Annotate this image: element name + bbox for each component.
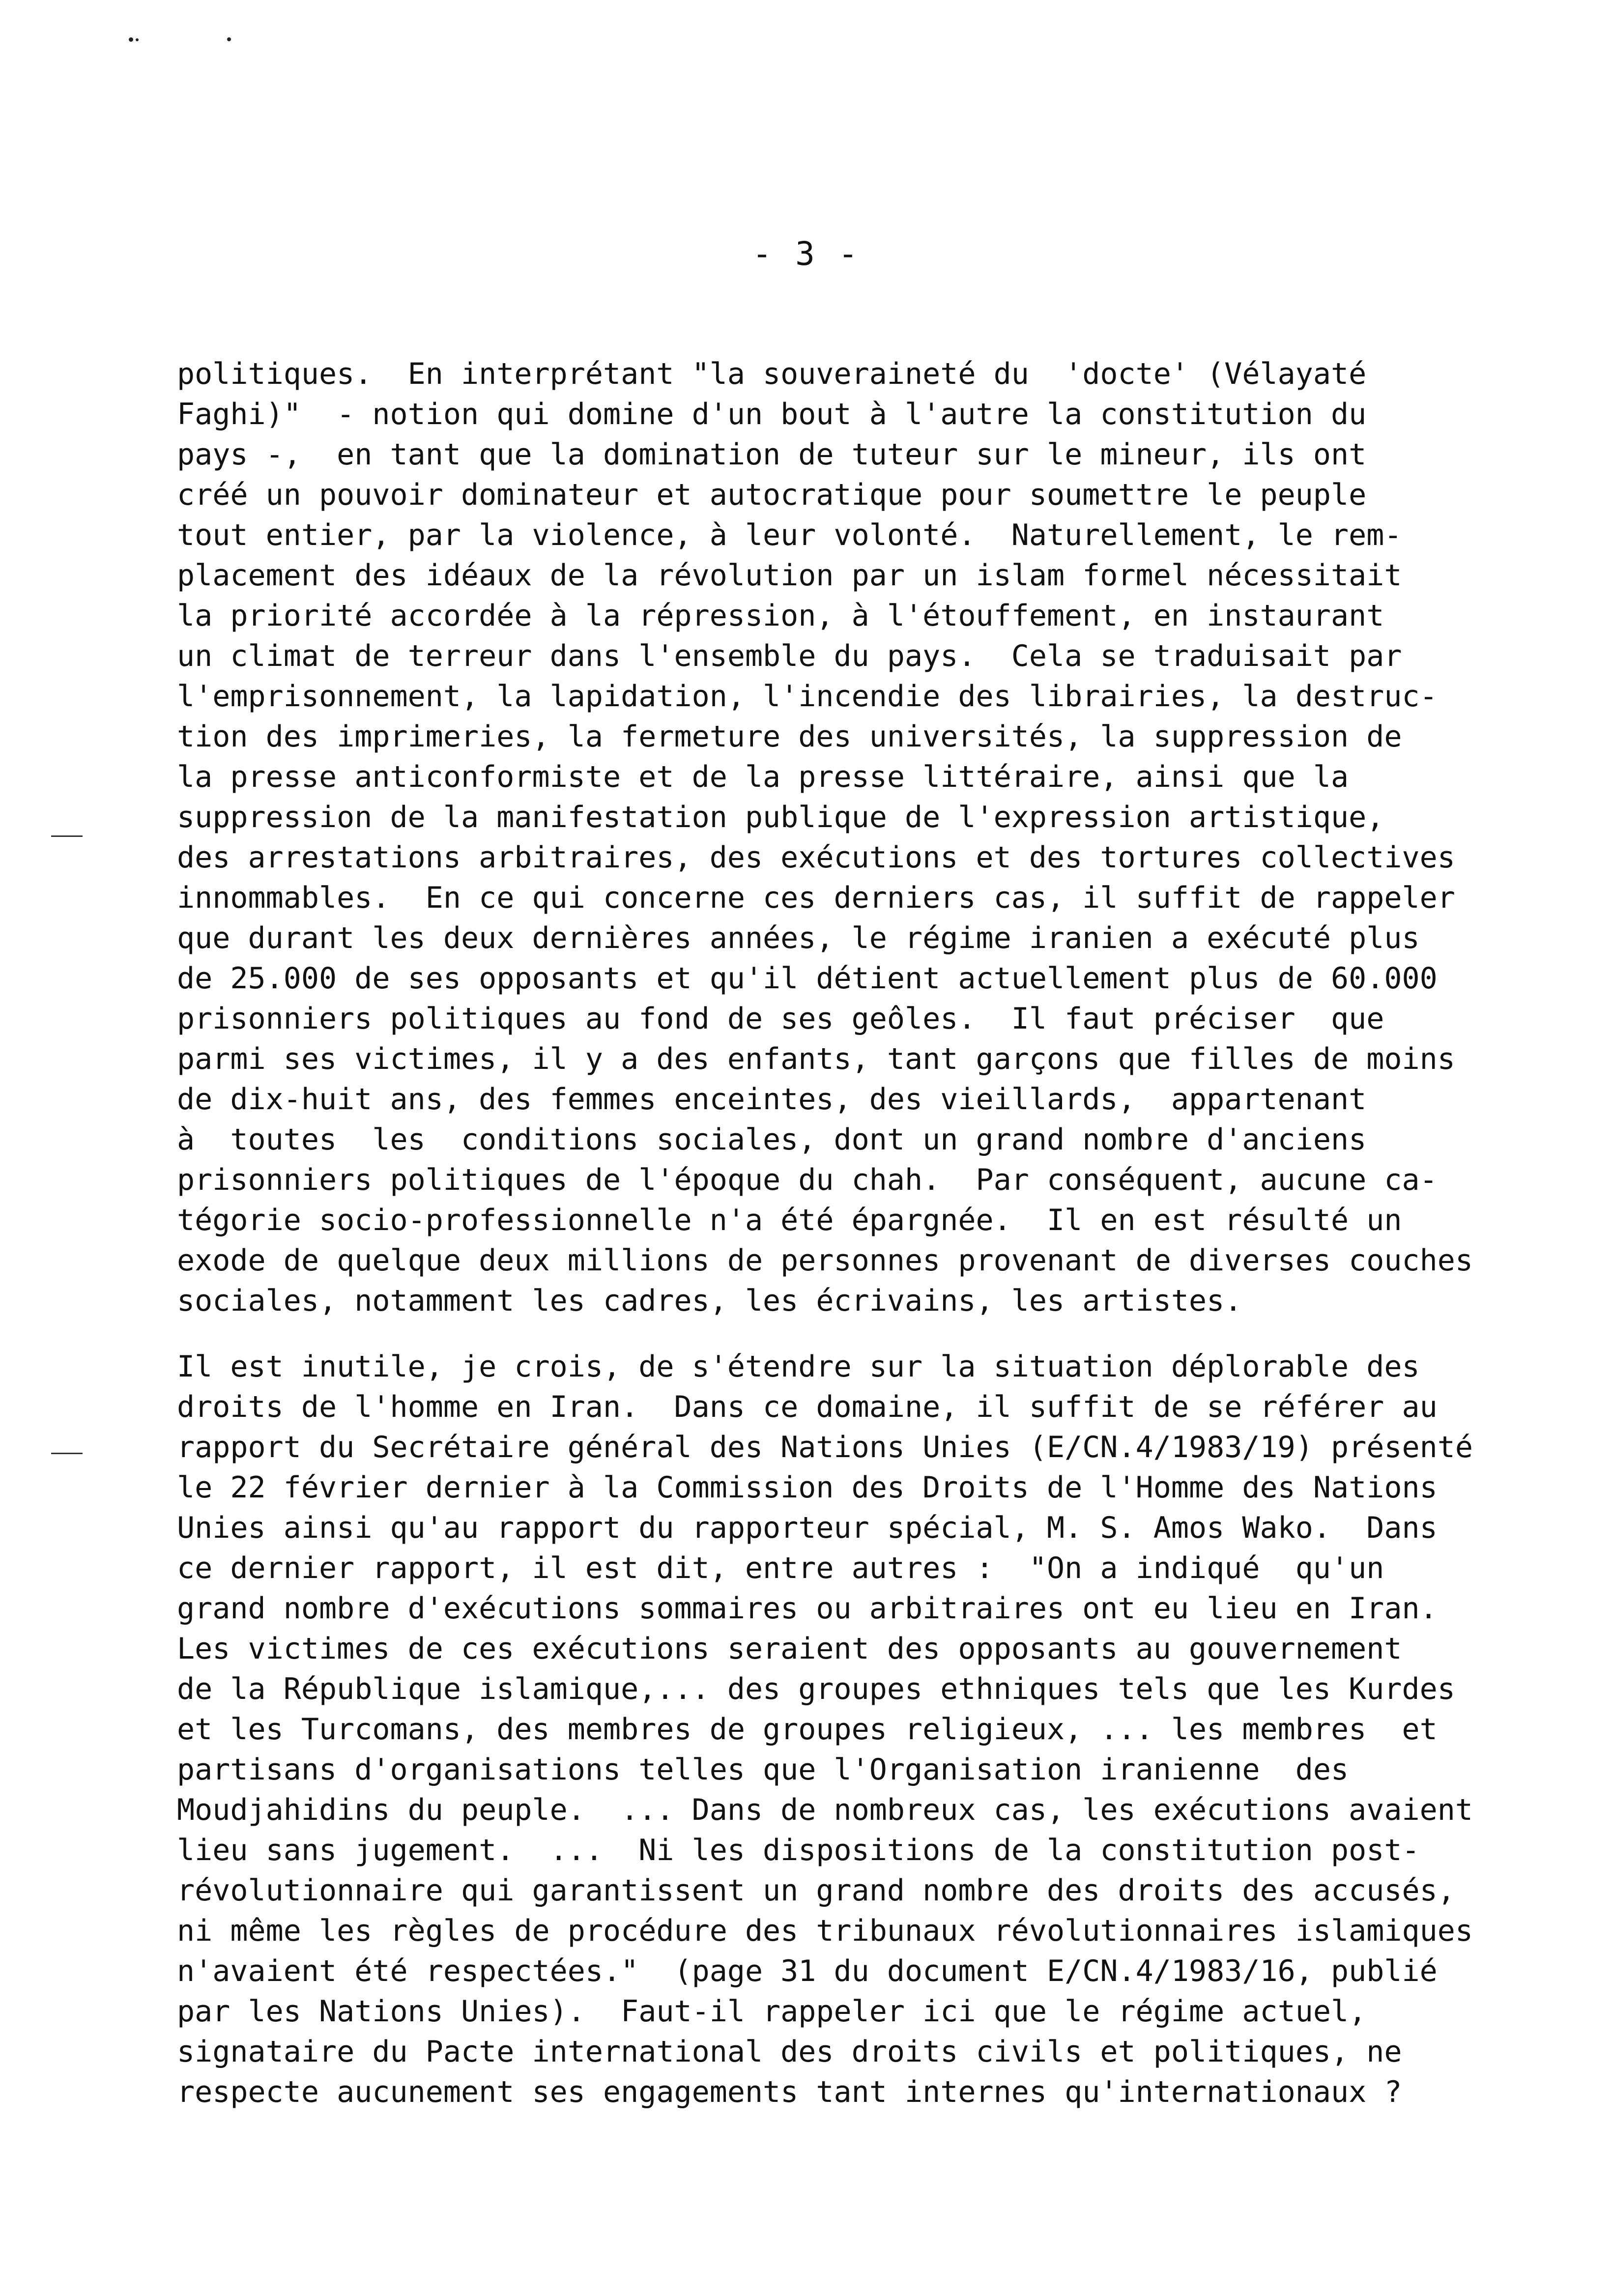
text-line: pays -, en tant que la domination de tuteur sur le mineur, ils ont [177, 437, 1367, 472]
page-number: - 3 - [752, 235, 860, 273]
text-line: des arrestations arbitraires, des exécutions et des tortures collectives [177, 840, 1455, 875]
text-line: partisans d'organisations telles que l'Organisation iranienne des [177, 1752, 1349, 1787]
text-line: et les Turcomans, des membres de groupes religieux, ... les membres et [177, 1712, 1438, 1747]
text-line: rapport du Secrétaire général des Nations Unies (E/CN.4/1983/19) présenté [177, 1430, 1473, 1464]
text-line: suppression de la manifestation publique de l'expression artistique, [177, 800, 1384, 834]
margin-mark [51, 1453, 83, 1454]
scan-mark [136, 38, 139, 41]
text-line: n'avaient été respectées." (page 31 du document E/CN.4/1983/16, publié [177, 1954, 1438, 1988]
text-line: droits de l'homme en Iran. Dans ce domaine, il suffit de se référer au [177, 1390, 1438, 1424]
text-line: Il est inutile, je crois, de s'étendre sur la situation déplorable des [177, 1349, 1420, 1384]
text-line: prisonniers politiques au fond de ses geôles. Il faut préciser que [177, 1002, 1384, 1036]
body-paragraph-1 [177, 354, 1524, 1321]
margin-mark [51, 835, 83, 837]
text-line: politiques. En interprétant "la souveraineté du 'docte' (Vélayaté [177, 357, 1367, 391]
text-line: signataire du Pacte international des droits civils et politiques, ne [177, 2035, 1402, 2069]
text-line: placement des idéaux de la révolution par un islam formel nécessitait [177, 558, 1402, 593]
text-line: grand nombre d'exécutions sommaires ou arbitraires ont eu lieu en Iran. [177, 1591, 1438, 1626]
text-line: parmi ses victimes, il y a des enfants, tant garçons que filles de moins [177, 1042, 1455, 1076]
text-line: ni même les règles de procédure des tribunaux révolutionnaires islamiques [177, 1914, 1473, 1948]
text-line: ce dernier rapport, il est dit, entre autres : "On a indiqué qu'un [177, 1551, 1384, 1585]
text-line: tion des imprimeries, la fermeture des universités, la suppression de [177, 719, 1402, 754]
text-line: la priorité accordée à la répression, à l'étouffement, en instaurant [177, 599, 1384, 633]
text-line: Faghi)" - notion qui domine d'un bout à l'autre la constitution du [177, 397, 1367, 431]
text-line: sociales, notamment les cadres, les écrivains, les artistes. [177, 1284, 1242, 1318]
text-line: lieu sans jugement. ... Ni les dispositions de la constitution post- [177, 1833, 1420, 1867]
scan-mark [227, 37, 231, 41]
text-line: de dix-huit ans, des femmes enceintes, des vieillards, appartenant [177, 1082, 1367, 1117]
text-line: respecte aucunement ses engagements tant internes qu'internationaux ? [177, 2075, 1402, 2109]
text-line: Unies ainsi qu'au rapport du rapporteur spécial, M. S. Amos Wako. Dans [177, 1511, 1438, 1545]
text-line: Les victimes de ces exécutions seraient des opposants au gouvernement [177, 1632, 1402, 1666]
text-line: le 22 février dernier à la Commission des Droits de l'Homme des Nations [177, 1470, 1438, 1505]
text-line: innommables. En ce qui concerne ces derniers cas, il suffit de rappeler [177, 881, 1455, 915]
body-paragraph-2 [177, 1347, 1524, 2112]
text-line: de la République islamique,... des groupes ethniques tels que les Kurdes [177, 1672, 1455, 1706]
text-line: tégorie socio-professionnelle n'a été épargnée. Il en est résulté un [177, 1203, 1402, 1237]
text-line: par les Nations Unies). Faut-il rappeler ici que le régime actuel, [177, 1994, 1367, 2029]
text-line: tout entier, par la violence, à leur volonté. Naturellement, le rem- [177, 518, 1402, 552]
text-line: l'emprisonnement, la lapidation, l'incendie des librairies, la destruc- [177, 679, 1438, 714]
text-line: Moudjahidins du peuple. ... Dans de nombreux cas, les exécutions avaient [177, 1793, 1473, 1827]
scan-mark [129, 37, 133, 42]
text-line: créé un pouvoir dominateur et autocratique pour soumettre le peuple [177, 478, 1367, 512]
text-line: prisonniers politiques de l'époque du chah. Par conséquent, aucune ca- [177, 1163, 1438, 1197]
text-line: un climat de terreur dans l'ensemble du pays. Cela se traduisait par [177, 639, 1402, 673]
text-line: à toutes les conditions sociales, dont un grand nombre d'anciens [177, 1122, 1367, 1157]
text-line: que durant les deux dernières années, le régime iranien a exécuté plus [177, 921, 1420, 955]
text-line: exode de quelque deux millions de personnes provenant de diverses couches [177, 1243, 1473, 1278]
text-line: de 25.000 de ses opposants et qu'il détient actuellement plus de 60.000 [177, 961, 1438, 996]
text-line: révolutionnaire qui garantissent un grand nombre des droits des accusés, [177, 1873, 1455, 1908]
text-line: la presse anticonformiste et de la presse littéraire, ainsi que la [177, 760, 1349, 794]
